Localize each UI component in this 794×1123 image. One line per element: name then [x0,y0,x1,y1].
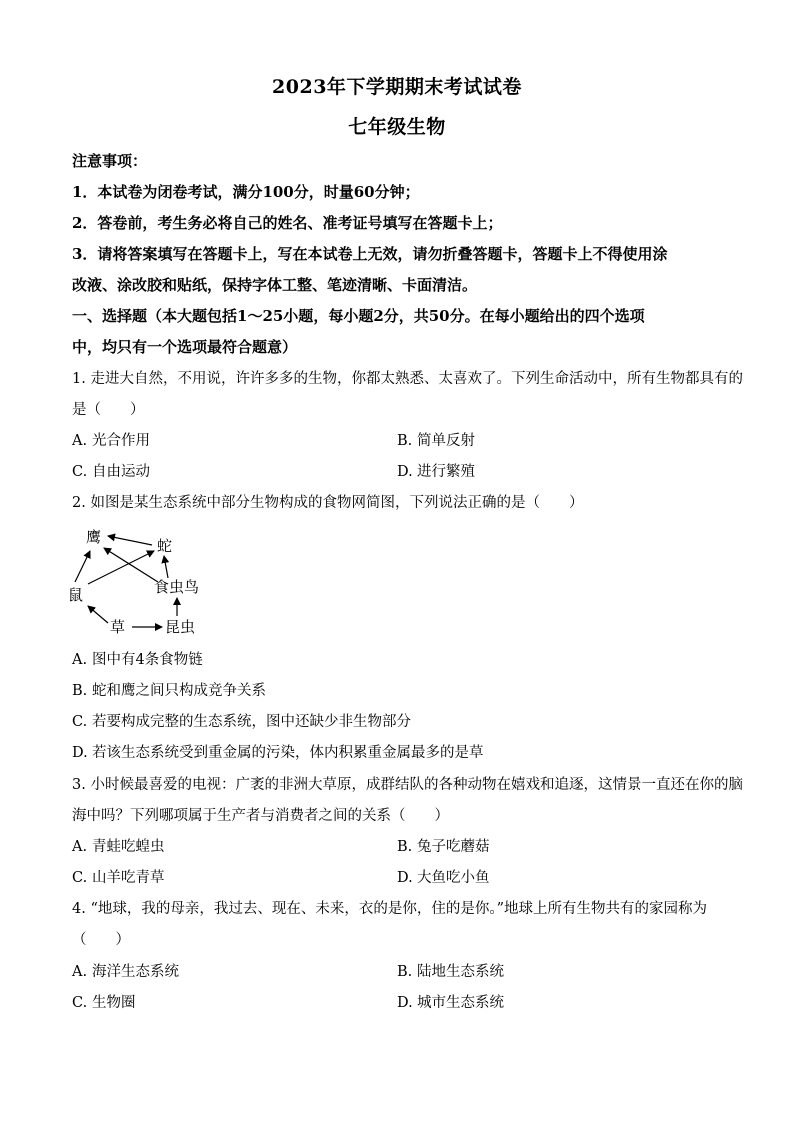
q1-stem-line-2: 是（ ） [72,402,145,418]
option-text: 兔子吃蘑菇 [417,839,490,855]
q3-option-a [72,837,165,857]
node-insect: 昆虫 [165,618,196,636]
q4-option-b [397,962,504,982]
q2-option-d [72,743,732,763]
q2-option-b [72,681,732,701]
option-text: 简单反射 [417,433,475,449]
option-text: 自由运动 [92,464,150,480]
option-text: 陆地生态系统 [417,964,504,980]
q4-stem-line-1: 4. “地球，我的母亲，我过去、现在、未来，衣的是你，住的是你。”地球上所有生物共有的家园称为 [72,901,708,917]
option-letter: A. [72,652,88,668]
q3-stem-line-2: 海中吗？下列哪项属于生产者与消费者之间的关系（ ） [72,808,449,824]
exam-subtitle: 七年级生物 [348,116,446,138]
notice-item-3-line-2: 改液、涂改胶和贴纸，保持字体工整、笔迹清晰、卡面清洁。 [72,276,478,294]
notice-heading: 注意事项： [72,152,148,170]
option-letter: D. [72,745,88,761]
node-hawk: 鹰 [86,528,102,546]
arrow-snake-to-hawk [108,536,152,545]
option-letter: A. [72,433,88,449]
node-grass: 草 [110,618,126,636]
option-text: 海洋生态系统 [92,964,179,980]
option-text: 若该生态系统受到重金属的污染，体内积累重金属最多的是草 [92,745,484,761]
arrow-mouse-to-snake [88,551,154,584]
arrow-mouse-to-hawk [75,551,90,582]
q1-option-d [397,462,475,482]
q4-option-c [72,993,136,1013]
q4-option-d [397,993,504,1013]
node-bird: 食虫鸟 [154,578,200,596]
node-snake: 蛇 [157,537,173,555]
q2-stem-line-1: 2. 如图是某生态系统中部分生物构成的食物网简图，下列说法正确的是（ ） [72,495,584,511]
option-letter: C. [72,464,88,480]
q3-option-d [397,868,490,888]
q3-option-b [397,837,490,857]
option-letter: A. [72,964,88,980]
option-text: 若要构成完整的生态系统，图中还缺少非生物部分 [92,714,411,730]
option-letter: B. [397,964,413,980]
exam-title: 2023年下学期期末考试试卷 [272,76,522,98]
q1-option-c [72,462,150,482]
option-text: 图中有4条食物链 [92,652,203,668]
option-letter: B. [397,839,413,855]
option-letter: A. [72,839,88,855]
q3-stem-line-1: 3. 小时候最喜爱的电视：广袤的非洲大草原，成群结队的各种动物在嬉戏和追逐，这情景一直还在你的脑 [72,777,743,793]
option-text: 蛇和鹰之间只构成竞争关系 [92,683,266,699]
option-text: 光合作用 [92,433,150,449]
q4-stem-line-2: （ ） [72,932,130,948]
q3-option-c [72,868,165,888]
option-letter: C. [72,870,88,886]
option-letter: D. [397,995,413,1011]
option-text: 山羊吃青草 [92,870,165,886]
section-1-heading-line-2: 中，均只有一个选项最符合题意） [72,338,298,356]
q2-option-a [72,650,732,670]
option-text: 生物圈 [92,995,136,1011]
notice-item-3-line-1: 3．请将答案填写在答题卡上，写在本试卷上无效，请勿折叠答题卡，答题卡上不得使用涂 [72,245,668,263]
option-text: 大鱼吃小鱼 [417,870,490,886]
option-letter: C. [72,995,88,1011]
node-mouse: 鼠 [68,586,84,604]
option-letter: D. [397,464,413,480]
option-letter: D. [397,870,413,886]
q1-stem-line-1: 1. 走进大自然，不用说，许许多多的生物，你都太熟悉、太喜欢了。下列生命活动中，所有生物都具有的 [72,371,743,387]
option-text: 青蛙吃蝗虫 [92,839,165,855]
food-web-diagram [64,520,224,645]
option-text: 城市生态系统 [417,995,504,1011]
q1-option-a [72,431,150,451]
option-letter: B. [397,433,413,449]
arrow-grass-to-mouse [88,606,108,623]
option-letter: C. [72,714,88,730]
notice-item-2: 2．答卷前，考生务必将自己的姓名、准考证号填写在答题卡上； [72,214,503,232]
notice-item-1: 1．本试卷为闭卷考试，满分100分，时量60分钟； [72,183,420,201]
option-text: 进行繁殖 [417,464,475,480]
arrow-bird-to-snake [164,556,168,578]
q4-option-a [72,962,179,982]
q2-option-c [72,712,732,732]
section-1-heading-line-1: 一、选择题（本大题包括1～25小题，每小题2分，共50分。在每小题给出的四个选项 [72,307,645,325]
option-letter: B. [72,683,88,699]
q1-option-b [397,431,475,451]
